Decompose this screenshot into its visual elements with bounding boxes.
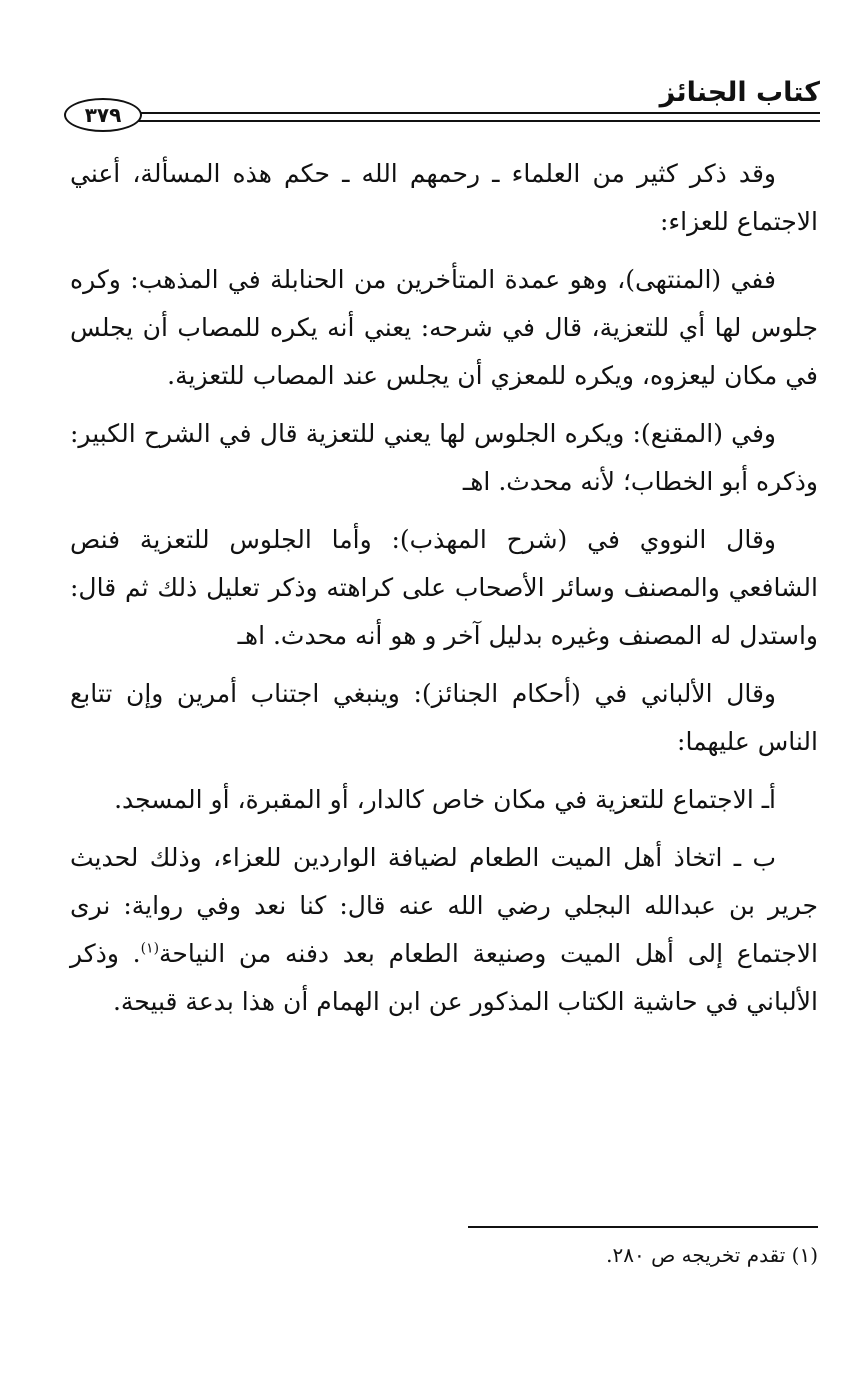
paragraph-5: وقال الألباني في (أحكام الجنائز): وينبغي اجتناب أمرين وإن تتابع الناس عليهما: xyxy=(70,679,818,756)
book-title: كتاب الجنائز xyxy=(659,77,820,108)
page-header xyxy=(60,76,820,136)
paragraph-2: ففي (المنتهى)، وهو عمدة المتأخرين من الحنابلة في المذهب: وكره جلوس لها أي للتعزية، قال في شرحه: يعني أنه يكره للمصاب أن يجلس في مكان ليعزوه، ويكره للمعزي أن يجلس عند المصاب للتعزية. xyxy=(70,265,818,390)
paragraph-4: وقال النووي في (شرح المهذب): وأما الجلوس للتعزية فنص الشافعي والمصنف وسائر الأصحاب على كراهته وذكر تعليل ذلك ثم قال: واستدل له المصنف وغيره بدليل آخر و هو أنه محدث. اهـ xyxy=(70,525,818,650)
paragraph-7 xyxy=(70,834,818,1026)
header-double-rule xyxy=(118,112,820,122)
paragraph-7-text-b: . وذكر الألباني في حاشية الكتاب المذكور عن ابن الهمام أن هذا بدعة قبيحة. xyxy=(70,939,818,1016)
paragraph-1: وقد ذكر كثير من العلماء ـ رحمهم الله ـ حكم هذه المسألة، أعني الاجتماع للعزاء: xyxy=(70,159,818,236)
main-text xyxy=(70,150,818,1036)
footnote-marker: (١) xyxy=(140,940,160,957)
page-number: ٣٧٩ xyxy=(64,98,142,132)
paragraph-6: أـ الاجتماع للتعزية في مكان خاص كالدار، أو المقبرة، أو المسجد. xyxy=(114,785,776,814)
footnote-1: (١) تقدم تخريجه ص ٢٨٠. xyxy=(606,1243,818,1267)
paragraph-7-text-a: ب ـ اتخاذ أهل الميت الطعام لضيافة الواردين للعزاء، وذلك لحديث جرير بن عبدالله البجلي رضي الله عنه قال: كنا نعد وفي رواية: نرى الاجتماع إلى أهل الميت وصنيعة الطعام بعد دفنه من النياحة xyxy=(70,843,818,968)
footnote-separator xyxy=(468,1226,818,1228)
paragraph-3: وفي (المقنع): ويكره الجلوس لها يعني للتعزية قال في الشرح الكبير: وذكره أبو الخطاب؛ لأنه محدث. اهـ xyxy=(70,419,818,496)
